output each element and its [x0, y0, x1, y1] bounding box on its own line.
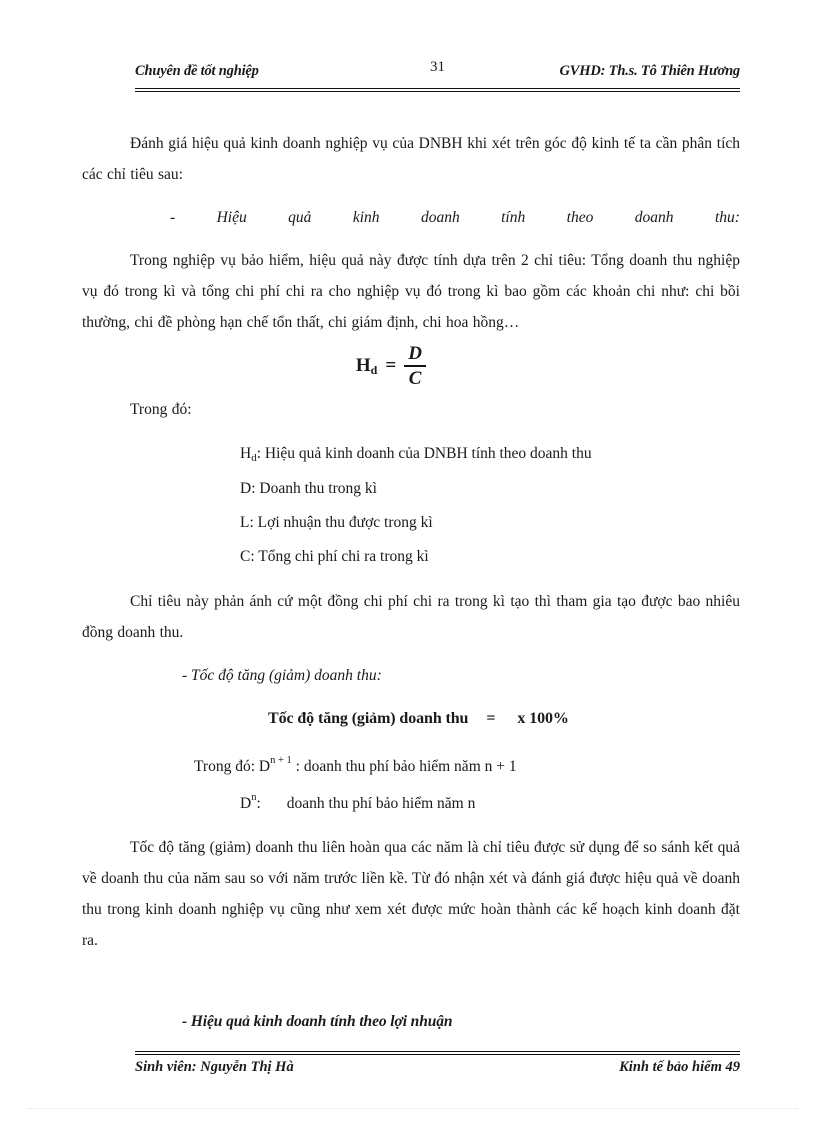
- spacer: [82, 691, 740, 703]
- subheading-growth-rate: - Tốc độ tăng (giảm) doanh thu:: [182, 667, 382, 684]
- paragraph-revenue-definition: Trong nghiệp vụ bảo hiểm, hiệu quả này được tính dựa trên 2 chỉ tiêu: Tổng doanh thu nghiệp vụ đó trong kì và tổng chi phí chi ra cho nghiệp vụ đó trong kì bao gồm các khoản chi như: chi bồi thường, chi đề phòng hạn chế tổn thất, chi giám định, chi hoa hồng…: [82, 252, 740, 331]
- document-body: [82, 128, 740, 1037]
- footer-student-name: Sinh viên: Nguyễn Thị Hà: [135, 1059, 294, 1075]
- paragraph-indicator-meaning: Chỉ tiêu này phản ánh cứ một đồng chi phí chi ra trong kì tạo thì tham gia tạo được bao nhiêu đồng doanh thu.: [82, 593, 740, 641]
- header-row: [135, 58, 740, 80]
- footer-class-name: Kinh tế bảo hiểm 49: [619, 1059, 740, 1075]
- growth-where-colon: :: [256, 795, 261, 813]
- growth-formula-multiplier: x 100%: [517, 710, 569, 727]
- growth-where-text: doanh thu phí bảo hiểm năm n: [286, 795, 476, 813]
- formula-lhs-subscript: d: [370, 362, 378, 377]
- footer-divider: [135, 1051, 740, 1055]
- growth-where-prefix: Trong đó: D: [194, 758, 271, 776]
- definition-text: : Hiệu quả kinh doanh của DNBH tính theo doanh thu: [256, 445, 592, 462]
- growth-where-superscript: n: [251, 792, 257, 804]
- growth-formula-equals: =: [486, 710, 496, 727]
- footer-row: [135, 1059, 740, 1083]
- paragraph-growth-explanation: Tốc độ tăng (giảm) doanh thu liên hoàn qua các năm là chỉ tiêu được sử dụng để so sánh kết quả về doanh thu của năm sau so với năm trước liền kề. Từ đó nhận xét và đánh giá được hiệu quả về doanh thu trong kinh doanh nghiệp vụ cũng như xem xét được mức hoàn thành các kế hoạch kinh doanh đặt ra.: [82, 839, 740, 950]
- definition-item-l: [240, 506, 740, 540]
- scan-artifact-line: [28, 1108, 798, 1110]
- formula-fraction: [404, 344, 426, 388]
- formula-hd-inner: [356, 344, 426, 388]
- definition-text: : Tổng chi phí chi ra trong kì: [250, 548, 429, 565]
- growth-where-line-1: [82, 746, 740, 783]
- growth-where-superscript: n + 1: [270, 755, 292, 766]
- subheading-word: doanh: [634, 209, 674, 226]
- spacer: [82, 648, 740, 660]
- subheading-word: Hiệu: [216, 209, 247, 226]
- definition-subscript: d: [251, 452, 257, 464]
- page-header: [135, 58, 740, 92]
- definition-list: [82, 437, 740, 574]
- page-footer: [135, 1051, 740, 1085]
- definition-symbol: D: [240, 480, 252, 497]
- spacer: [82, 734, 740, 746]
- fraction-numerator: D: [408, 342, 422, 364]
- subheading-profit-efficiency: - Hiệu quả kinh doanh tính theo lợi nhuận: [182, 1013, 453, 1031]
- subheading-word: theo: [566, 209, 594, 226]
- definition-item-c: [240, 540, 740, 574]
- header-title-left: Chuyên đề tốt nghiệp: [135, 63, 259, 79]
- subheading-revenue-efficiency: [82, 202, 740, 233]
- spacer: [82, 956, 740, 986]
- definition-item-hd: [240, 437, 740, 472]
- subheading-word: tính: [501, 209, 526, 226]
- spacer: [82, 425, 740, 437]
- spacer: [82, 233, 740, 245]
- definition-symbol: L: [240, 514, 250, 531]
- definition-text: : Lợi nhuận thu được trong kì: [249, 514, 433, 531]
- formula-equals-sign: =: [385, 355, 397, 376]
- formula-hd: [82, 338, 740, 394]
- growth-formula-label: Tốc độ tăng (giảm) doanh thu: [268, 710, 469, 727]
- definition-symbol: H: [240, 445, 252, 462]
- fraction-denominator: C: [408, 368, 422, 390]
- spacer: [82, 986, 740, 1006]
- definition-item-d: [240, 472, 740, 506]
- formula-growth-rate: [82, 703, 740, 734]
- subheading-word: -: [170, 209, 176, 226]
- formula-lhs-symbol: H: [355, 355, 371, 376]
- definition-text: : Doanh thu trong kì: [251, 480, 377, 497]
- definition-symbol: C: [240, 548, 251, 565]
- subheading-word: kinh: [352, 209, 380, 226]
- spacer: [82, 820, 740, 832]
- header-divider: [135, 88, 740, 92]
- header-advisor-right: GVHD: Th.s. Tô Thiên Hương: [559, 63, 740, 79]
- subheading-word: quả: [288, 209, 312, 226]
- paragraph-intro: Đánh giá hiệu quả kinh doanh nghiệp vụ của DNBH khi xét trên góc độ kinh tế ta cần phân tích các chỉ tiêu sau:: [82, 135, 740, 183]
- page-number: 31: [430, 59, 445, 75]
- spacer: [82, 574, 740, 586]
- subheading-word: thu:: [714, 209, 740, 226]
- growth-where-prefix: D: [240, 795, 252, 813]
- spacer: [82, 190, 740, 202]
- growth-where-line-2: [82, 783, 740, 820]
- growth-where-text: : doanh thu phí bảo hiểm năm n + 1: [291, 758, 517, 776]
- where-label: Trong đó:: [130, 401, 192, 418]
- subheading-word: doanh: [420, 209, 460, 226]
